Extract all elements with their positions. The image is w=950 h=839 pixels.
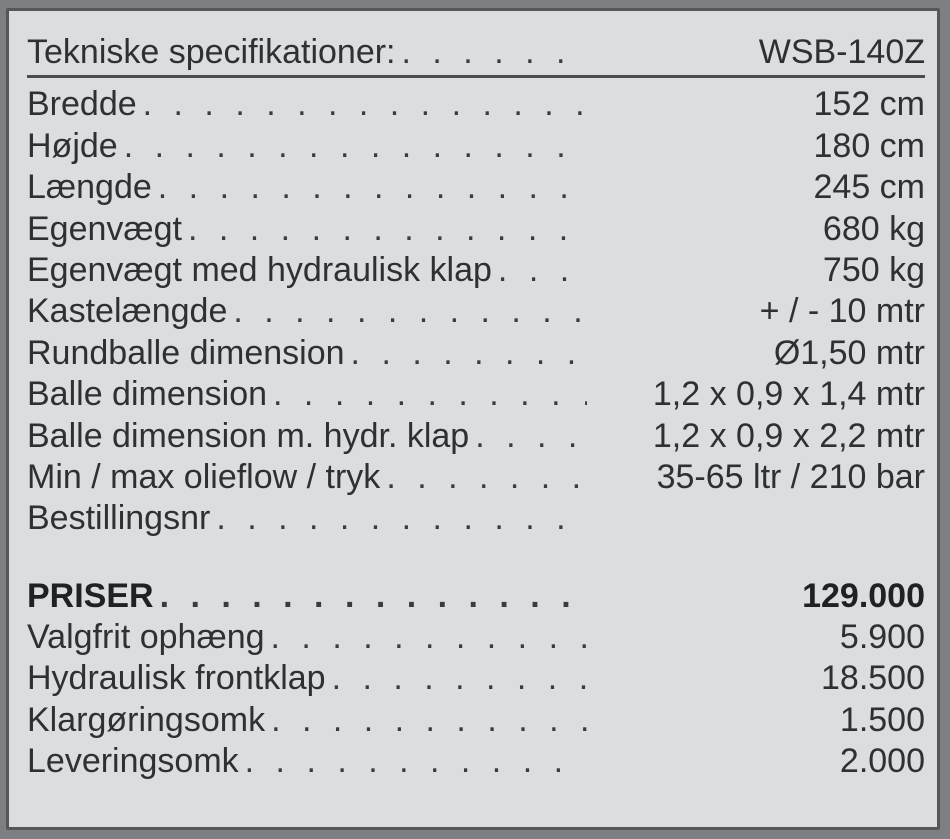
price-label: Klargøringsomk: [27, 700, 266, 739]
price-row: [27, 658, 925, 699]
price-value: 18.500: [821, 659, 925, 698]
spec-label: Min / max olieflow / tryk: [27, 457, 381, 496]
spec-row: [27, 332, 925, 373]
price-label: Valgfrit ophæng: [27, 618, 265, 657]
dot-leader: [188, 209, 587, 250]
spec-label: Kastelængde: [27, 292, 228, 331]
dot-leader: [271, 617, 587, 658]
spec-row: [27, 415, 925, 456]
dot-leader: [271, 700, 587, 741]
dot-leader: [158, 167, 587, 208]
section-spacer: [27, 539, 925, 575]
spec-label: Bredde: [27, 85, 137, 124]
price-value: 5.900: [839, 618, 925, 657]
spec-row: [27, 84, 925, 125]
spec-label: Længde: [27, 168, 152, 207]
price-label: Hydraulisk frontklap: [27, 659, 326, 698]
dot-leader: [124, 126, 587, 167]
spec-label: Balle dimension: [27, 375, 268, 414]
spec-label: Balle dimension m. hydr. klap: [27, 416, 470, 455]
dot-leader: [386, 457, 587, 498]
header-divider: [27, 75, 925, 78]
dot-leader: [498, 250, 587, 291]
prices-title: PRISER: [27, 576, 154, 615]
price-row: [27, 741, 925, 782]
spec-value: 1,2 x 0,9 x 1,4 mtr: [652, 375, 925, 414]
spec-row: [27, 125, 925, 166]
spec-value: 245 cm: [813, 168, 925, 207]
spec-label: Egenvægt: [27, 209, 182, 248]
spec-label: Højde: [27, 126, 118, 165]
spec-value: 152 cm: [813, 85, 925, 124]
spec-row: [27, 457, 925, 498]
spec-header-label-cell: [27, 32, 587, 73]
dot-leader: [351, 333, 587, 374]
dot-leader: [332, 658, 587, 699]
spec-row: [27, 498, 925, 539]
price-total: 129.000: [802, 576, 925, 615]
spec-value: Ø1,50 mtr: [773, 333, 925, 372]
spec-row: [27, 250, 925, 291]
dot-leader: [160, 576, 587, 617]
spec-row: [27, 291, 925, 332]
dot-leader: [216, 498, 587, 539]
price-header-row: [27, 575, 925, 616]
spec-value: + / - 10 mtr: [759, 292, 925, 331]
dot-leader: [475, 416, 587, 457]
spec-sheet: [27, 31, 925, 782]
dot-leader: [402, 32, 587, 73]
dot-leader: [273, 374, 587, 415]
spec-label: Bestillingsnr: [27, 499, 211, 538]
spec-value: 1,2 x 0,9 x 2,2 mtr: [652, 416, 925, 455]
spec-panel: [6, 8, 940, 830]
spec-value: 680 kg: [822, 209, 925, 248]
spec-row: [27, 208, 925, 249]
spec-header-row: [27, 31, 925, 73]
dot-leader: [245, 741, 587, 782]
price-label: Leveringsomk: [27, 742, 239, 781]
price-row: [27, 699, 925, 740]
price-row: [27, 617, 925, 658]
spec-row: [27, 374, 925, 415]
spec-value: 750 kg: [822, 250, 925, 289]
price-value: 2.000: [839, 742, 925, 781]
price-value: 1.500: [839, 700, 925, 739]
model-name: WSB-140Z: [758, 33, 925, 71]
spec-value: 180 cm: [813, 126, 925, 165]
spec-title: Tekniske specifikationer:: [27, 33, 396, 71]
spec-row: [27, 167, 925, 208]
spec-value: 35-65 ltr / 210 bar: [656, 457, 925, 496]
spec-label: Egenvægt med hydraulisk klap: [27, 250, 492, 289]
dot-leader: [143, 84, 587, 125]
dot-leader: [233, 291, 587, 332]
spec-label: Rundballe dimension: [27, 333, 345, 372]
